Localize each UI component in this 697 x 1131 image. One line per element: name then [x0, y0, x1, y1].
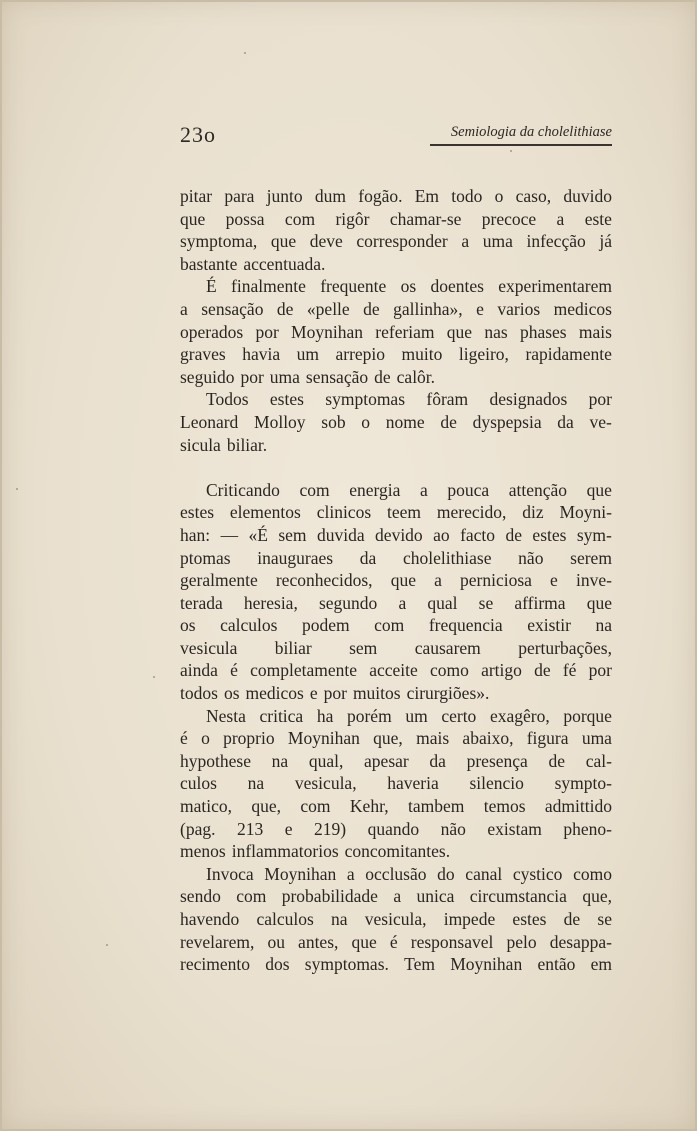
text-line: menos inflammatorios concomitantes. [180, 841, 451, 862]
running-head: Semiologia da cholelithiase [450, 124, 612, 140]
text-line: é o proprio Moynihan que, mais abaixo, figura uma [180, 728, 612, 749]
text-line: pitar para junto dum fogão. Em todo o caso, duvido [180, 186, 612, 206]
text-line: Todos estes symptomas fôram designados por [206, 389, 612, 410]
text-line: hypothese na qual, apesar da presença de cal- [180, 750, 612, 771]
text-line: Invoca Moynihan a occlusão do canal cystico como [206, 863, 612, 884]
text-line: han: — «É sem duvida devido ao facto de estes sym- [180, 524, 612, 545]
text-line: matico, que, com Kehr, tambem temos admittido [180, 796, 612, 817]
paper-speck [153, 676, 155, 678]
text-line: sicula biliar. [180, 434, 268, 455]
paragraph-gap [180, 456, 612, 479]
text-line: a sensação de «pelle de gallinha», e varios medicos [180, 298, 612, 319]
text-line: sendo com probabilidade a unica circumstancia que, [180, 886, 612, 907]
text-line: revelarem, ou antes, que é responsavel pelo desappa- [180, 931, 612, 952]
text-line: que possa com rigôr chamar-se precoce a este [180, 208, 612, 229]
text-line: Nesta critica ha porém um certo exagêro, porque [206, 705, 612, 726]
text-line: ainda é completamente acceite como artigo de fé por [180, 660, 612, 681]
paper-speck [106, 944, 108, 946]
text-line: graves havia um arrepio muito ligeiro, rapidamente [180, 344, 612, 365]
text-line: terada heresia, segundo a qual se affirma que [180, 592, 612, 613]
text-line: Leonard Molloy sob o nome de dyspepsia da ve- [180, 411, 612, 432]
text-line: todos os medicos e por muitos cirurgiões». [180, 683, 490, 704]
header-rule [430, 144, 612, 146]
paper-speck [510, 150, 512, 152]
text-line: geralmente reconhecidos, que a perniciosa e inve- [180, 570, 612, 591]
text-line: ptomas inauguraes da cholelithiase não serem [180, 547, 612, 568]
text-line: Criticando com energia a pouca attenção que [206, 479, 612, 500]
text-line: bastante accentuada. [180, 253, 326, 274]
text-line: vesicula biliar sem causarem perturbações, [180, 637, 612, 658]
text-line: seguido por uma sensação de calôr. [180, 366, 436, 387]
text-line: É finalmente frequente os doentes experimentarem [206, 276, 612, 297]
text-line: recimento dos symptomas. Tem Moynihan então em [180, 954, 612, 975]
body-text [180, 185, 612, 976]
paper-speck [244, 52, 246, 54]
text-line: os calculos podem com frequencia existir na [180, 615, 612, 636]
paper-speck [16, 488, 18, 490]
text-line: operados por Moynihan referiam que nas phases mais [180, 321, 612, 342]
text-line: havendo calculos na vesicula, impede estes de se [180, 909, 612, 929]
page-number: 23o [180, 122, 216, 147]
text-line: (pag. 213 e 219) quando não existam pheno- [180, 818, 612, 839]
text-line: culos na vesicula, haveria silencio sympto- [180, 773, 612, 794]
text-line: symptoma, que deve corresponder a uma infecção já [180, 231, 612, 252]
page-header [180, 118, 612, 148]
text-line: estes elementos clinicos teem merecido, diz Moyni- [180, 502, 612, 523]
